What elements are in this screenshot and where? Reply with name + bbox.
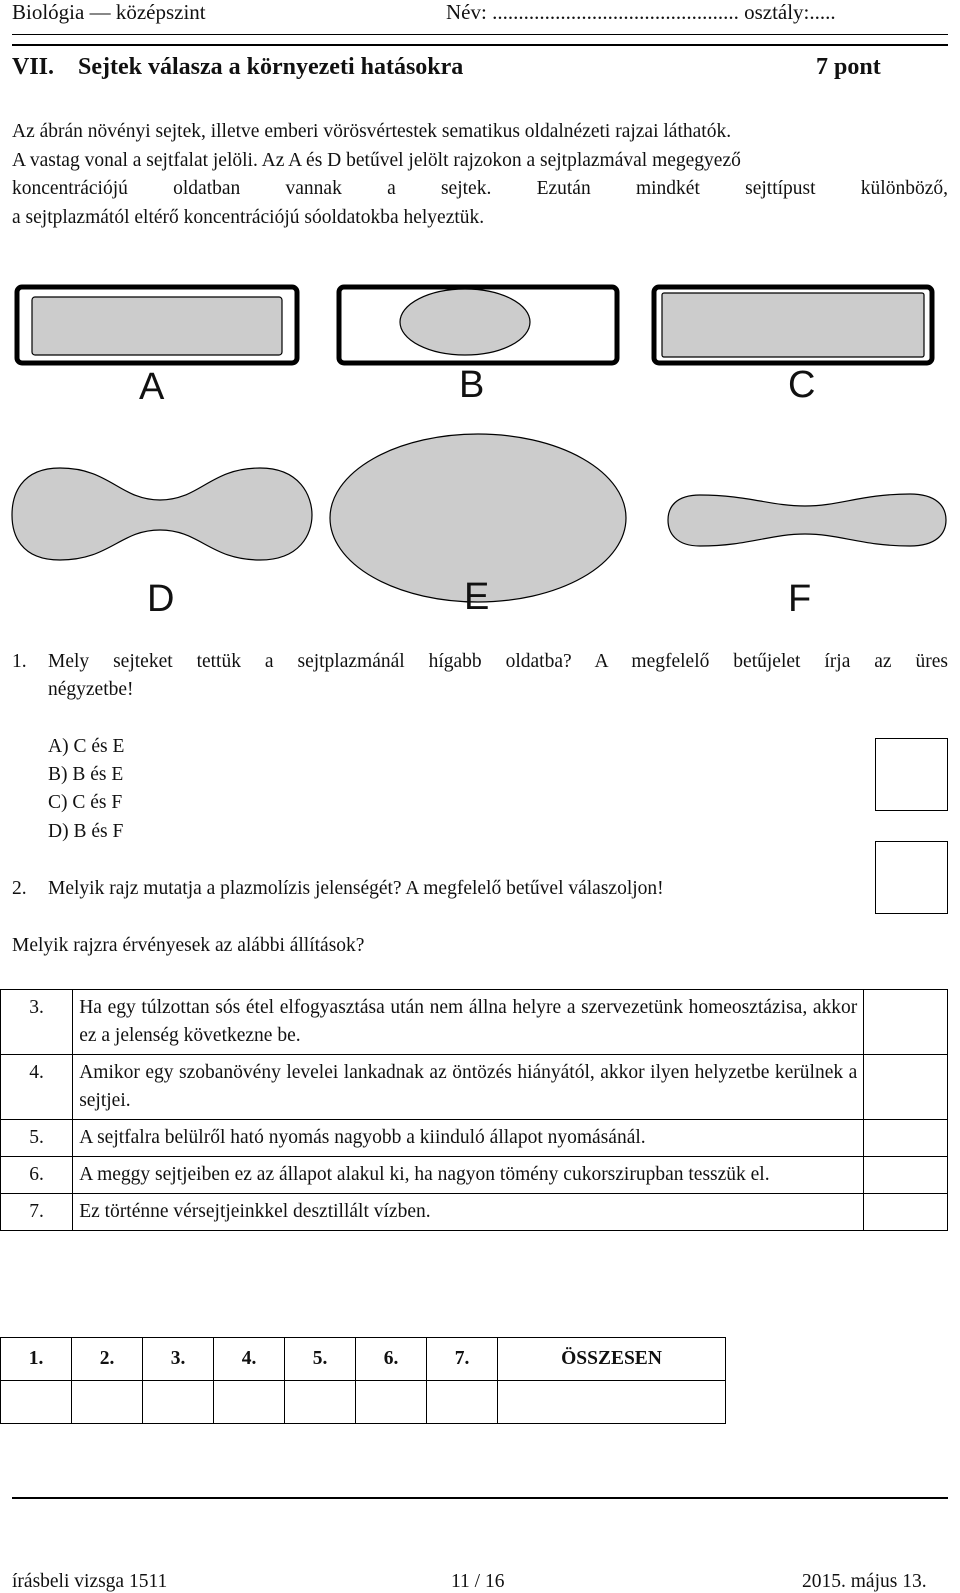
score-header: 7. <box>427 1338 498 1381</box>
question-1-text: Mely sejteket tettük a sejtplazmánál hígabb oldatba? A megfelelő betűjelet írja az üres <box>48 651 948 672</box>
score-table <box>0 1337 726 1424</box>
footer-date: 2015. május 13. <box>802 1571 927 1592</box>
option-letter: A) <box>48 736 69 757</box>
section-rule <box>12 44 948 46</box>
score-header: 1. <box>1 1338 72 1381</box>
statement-answer-cell[interactable] <box>864 1120 948 1157</box>
score-cell[interactable] <box>72 1381 143 1424</box>
cell-label-f: F <box>788 578 812 620</box>
statement-text: A sejtfalra belülről ható nyomás nagyobb a kiinduló állapot nyomásánál. <box>73 1120 864 1157</box>
statement-text: Amikor egy szobanövény levelei lankadnak az öntözés hiányától, akkor ilyen helyzetbe kerülnek a sejtjei. <box>73 1055 864 1120</box>
option-text: B és E <box>72 764 124 785</box>
question-1-text-cont: négyzetbe! <box>48 679 134 700</box>
answer-box-question-1[interactable] <box>875 738 948 811</box>
option-letter: B) <box>48 764 68 785</box>
header-rule <box>12 34 948 35</box>
table-row <box>1 1194 948 1231</box>
option-c <box>48 789 122 818</box>
statement-answer-cell[interactable] <box>864 990 948 1055</box>
section-number: VII. <box>12 54 55 80</box>
option-text: B és F <box>73 821 124 842</box>
intro-line: Az ábrán növényi sejtek, illetve emberi vörösvértestek sematikus oldalnézeti rajzai láthatók. <box>12 121 732 142</box>
cell-c-drawing <box>654 287 932 363</box>
footer-rule <box>12 1497 948 1499</box>
answer-box-question-2[interactable] <box>875 841 948 914</box>
statement-answer-cell[interactable] <box>864 1055 948 1120</box>
score-cell[interactable] <box>214 1381 285 1424</box>
question-1-number: 1. <box>12 651 27 672</box>
option-a <box>48 733 124 762</box>
table-row <box>1 1157 948 1194</box>
score-cell[interactable] <box>143 1381 214 1424</box>
score-cell[interactable] <box>356 1381 427 1424</box>
intro-line: koncentrációjú oldatban vannak a sejtek. Ezután mindkét sejttípust különböző, <box>12 178 948 199</box>
option-b <box>48 761 123 790</box>
intro-line: A vastag vonal a sejtfalat jelöli. Az A és D betűvel jelölt rajzokon a sejtplazmával megegyező <box>12 149 741 171</box>
statement-answer-cell[interactable] <box>864 1157 948 1194</box>
score-header-total: ÖSSZESEN <box>498 1338 726 1381</box>
footer-page-number: 11 / 16 <box>451 1571 505 1592</box>
section-title: Sejtek válasza a környezeti hatásokra <box>78 54 464 80</box>
score-header: 3. <box>143 1338 214 1381</box>
option-letter: C) <box>48 792 68 813</box>
statement-number: 4. <box>1 1055 73 1120</box>
table-row <box>1 1120 948 1157</box>
statement-number: 6. <box>1 1157 73 1194</box>
table-row <box>1 1055 948 1120</box>
option-text: C és E <box>73 736 125 757</box>
cell-label-b: B <box>459 364 485 406</box>
score-header-row <box>1 1338 726 1381</box>
cell-label-c: C <box>788 364 816 406</box>
statement-text: A meggy sejtjeiben ez az állapot alakul ki, ha nagyon tömény cukorszirupban tesszük el. <box>73 1157 864 1194</box>
statements-table <box>0 989 948 1231</box>
score-value-row <box>1 1381 726 1424</box>
footer-exam-code: írásbeli vizsga 1511 <box>12 1571 168 1592</box>
score-cell[interactable] <box>427 1381 498 1424</box>
score-cell[interactable] <box>1 1381 72 1424</box>
statement-text: Ha egy túlzottan sós étel elfogyasztása után nem állna helyre a szervezetünk homeosztázisa, akkor ez a jelenség következne be. <box>73 990 864 1055</box>
cell-b-drawing <box>339 287 617 363</box>
header-subject: Biológia — középszint <box>12 0 206 24</box>
option-d <box>48 818 123 847</box>
statement-text: Ez történne vérsejtjeinkkel desztillált vízben. <box>73 1194 864 1231</box>
option-letter: D) <box>48 821 69 842</box>
cell-label-d: D <box>147 578 175 620</box>
statement-number: 5. <box>1 1120 73 1157</box>
score-header: 5. <box>285 1338 356 1381</box>
header-name-field: Név: ............................................... osztály:..... <box>446 0 836 24</box>
question-2-number: 2. <box>12 878 27 899</box>
score-header: 2. <box>72 1338 143 1381</box>
statement-number: 3. <box>1 990 73 1055</box>
score-cell-total[interactable] <box>498 1381 726 1424</box>
score-header: 4. <box>214 1338 285 1381</box>
question-2-text: Melyik rajz mutatja a plazmolízis jelenségét? A megfelelő betűvel válaszoljon! <box>48 878 664 899</box>
score-header: 6. <box>356 1338 427 1381</box>
section-points: 7 pont <box>816 54 881 80</box>
statements-intro: Melyik rajzra érvényesek az alábbi állítások? <box>12 935 365 956</box>
cell-f-drawing <box>668 494 946 546</box>
intro-line: a sejtplazmától eltérő koncentrációjú sóoldatokba helyeztük. <box>12 206 485 228</box>
intro-paragraph <box>12 118 948 232</box>
cell-label-a: A <box>139 366 165 408</box>
option-text: C és F <box>72 792 123 813</box>
cell-a-drawing <box>17 287 297 363</box>
cell-d-drawing <box>12 468 312 560</box>
score-cell[interactable] <box>285 1381 356 1424</box>
cell-label-e: E <box>464 576 490 618</box>
statement-answer-cell[interactable] <box>864 1194 948 1231</box>
table-row <box>1 990 948 1055</box>
statement-number: 7. <box>1 1194 73 1231</box>
